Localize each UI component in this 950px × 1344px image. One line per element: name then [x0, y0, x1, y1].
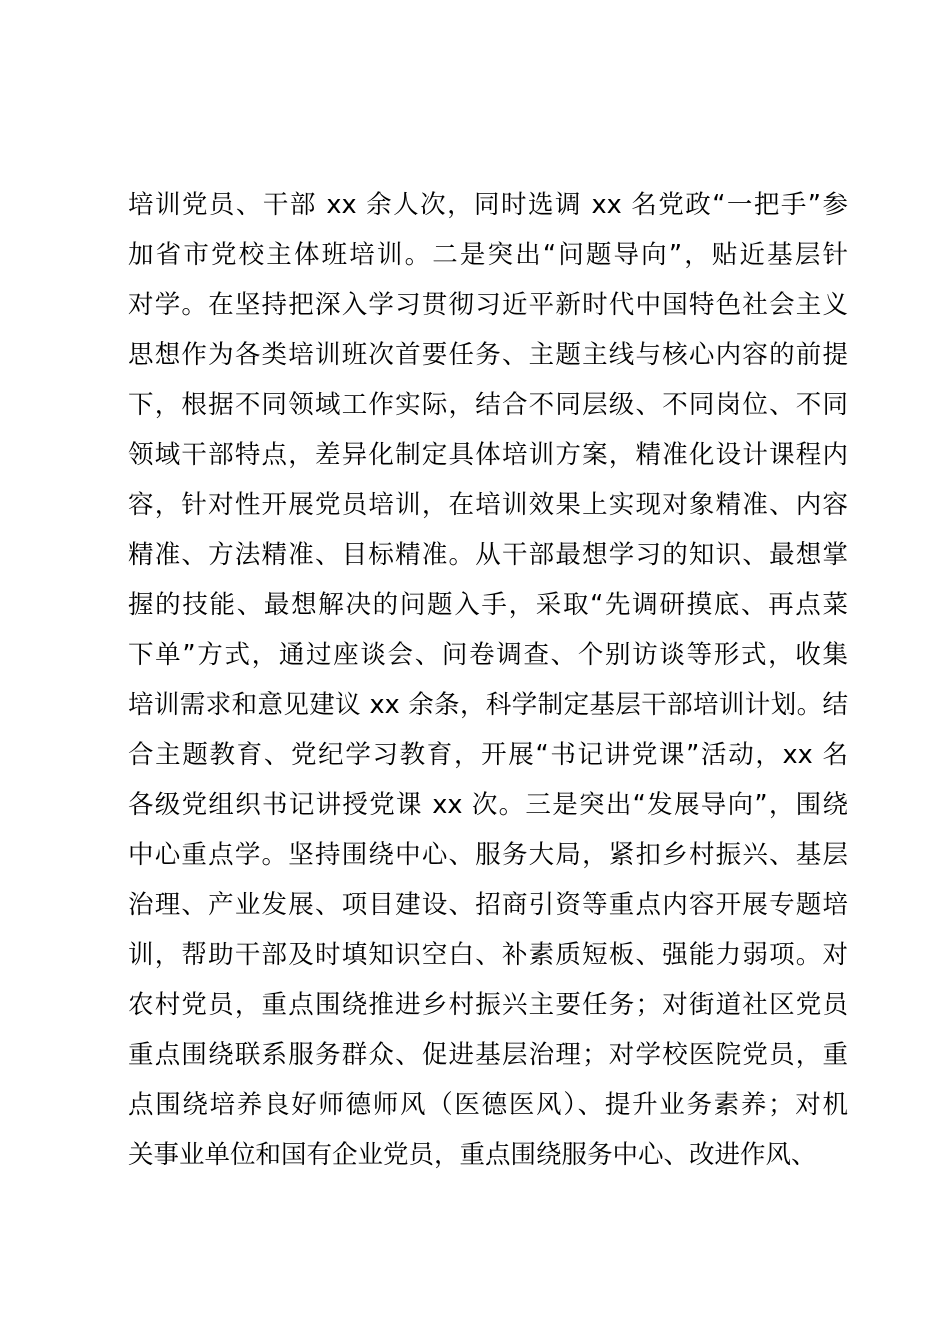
text-line: 各级党组织书记讲授党课 xx 次。三是突出“发展导向”，围绕 — [128, 790, 848, 820]
text-line: 下，根据不同领域工作实际，结合不同层级、不同岗位、不同 — [128, 390, 848, 420]
text-line: 农村党员，重点围绕推进乡村振兴主要任务；对街道社区党员 — [128, 990, 848, 1020]
text-line: 培训党员、干部 xx 余人次，同时选调 xx 名党政“一把手”参 — [128, 190, 848, 220]
text-line: 点围绕培养良好师德师风（医德医风）、提升业务素养；对机 — [128, 1090, 848, 1120]
text-line: 重点围绕联系服务群众、促进基层治理；对学校医院党员，重 — [128, 1040, 848, 1070]
text-line: 精准、方法精准、目标精准。从干部最想学习的知识、最想掌 — [128, 540, 848, 570]
text-line: 握的技能、最想解决的问题入手，采取“先调研摸底、再点菜 — [128, 590, 848, 620]
text-line: 领域干部特点，差异化制定具体培训方案，精准化设计课程内 — [128, 440, 848, 470]
text-line: 治理、产业发展、项目建设、招商引资等重点内容开展专题培 — [128, 890, 848, 920]
text-line: 合主题教育、党纪学习教育，开展“书记讲党课”活动，xx 名 — [128, 740, 848, 770]
text-line: 下单”方式，通过座谈会、问卷调查、个别访谈等形式，收集 — [128, 640, 848, 670]
text-line: 培训需求和意见建议 xx 余条，科学制定基层干部培训计划。结 — [128, 690, 848, 720]
text-line: 关事业单位和国有企业党员，重点围绕服务中心、改进作风、 — [128, 1140, 817, 1170]
text-line: 加省市党校主体班培训。二是突出“问题导向”，贴近基层针 — [128, 240, 848, 270]
text-line: 思想作为各类培训班次首要任务、主题主线与核心内容的前提 — [128, 340, 848, 370]
text-line: 容，针对性开展党员培训，在培训效果上实现对象精准、内容 — [128, 490, 848, 520]
text-line: 对学。在坚持把深入学习贯彻习近平新时代中国特色社会主义 — [128, 290, 848, 320]
body-paragraph — [128, 180, 848, 1180]
text-line: 中心重点学。坚持围绕中心、服务大局，紧扣乡村振兴、基层 — [128, 840, 848, 870]
text-line: 训，帮助干部及时填知识空白、补素质短板、强能力弱项。对 — [128, 940, 848, 970]
